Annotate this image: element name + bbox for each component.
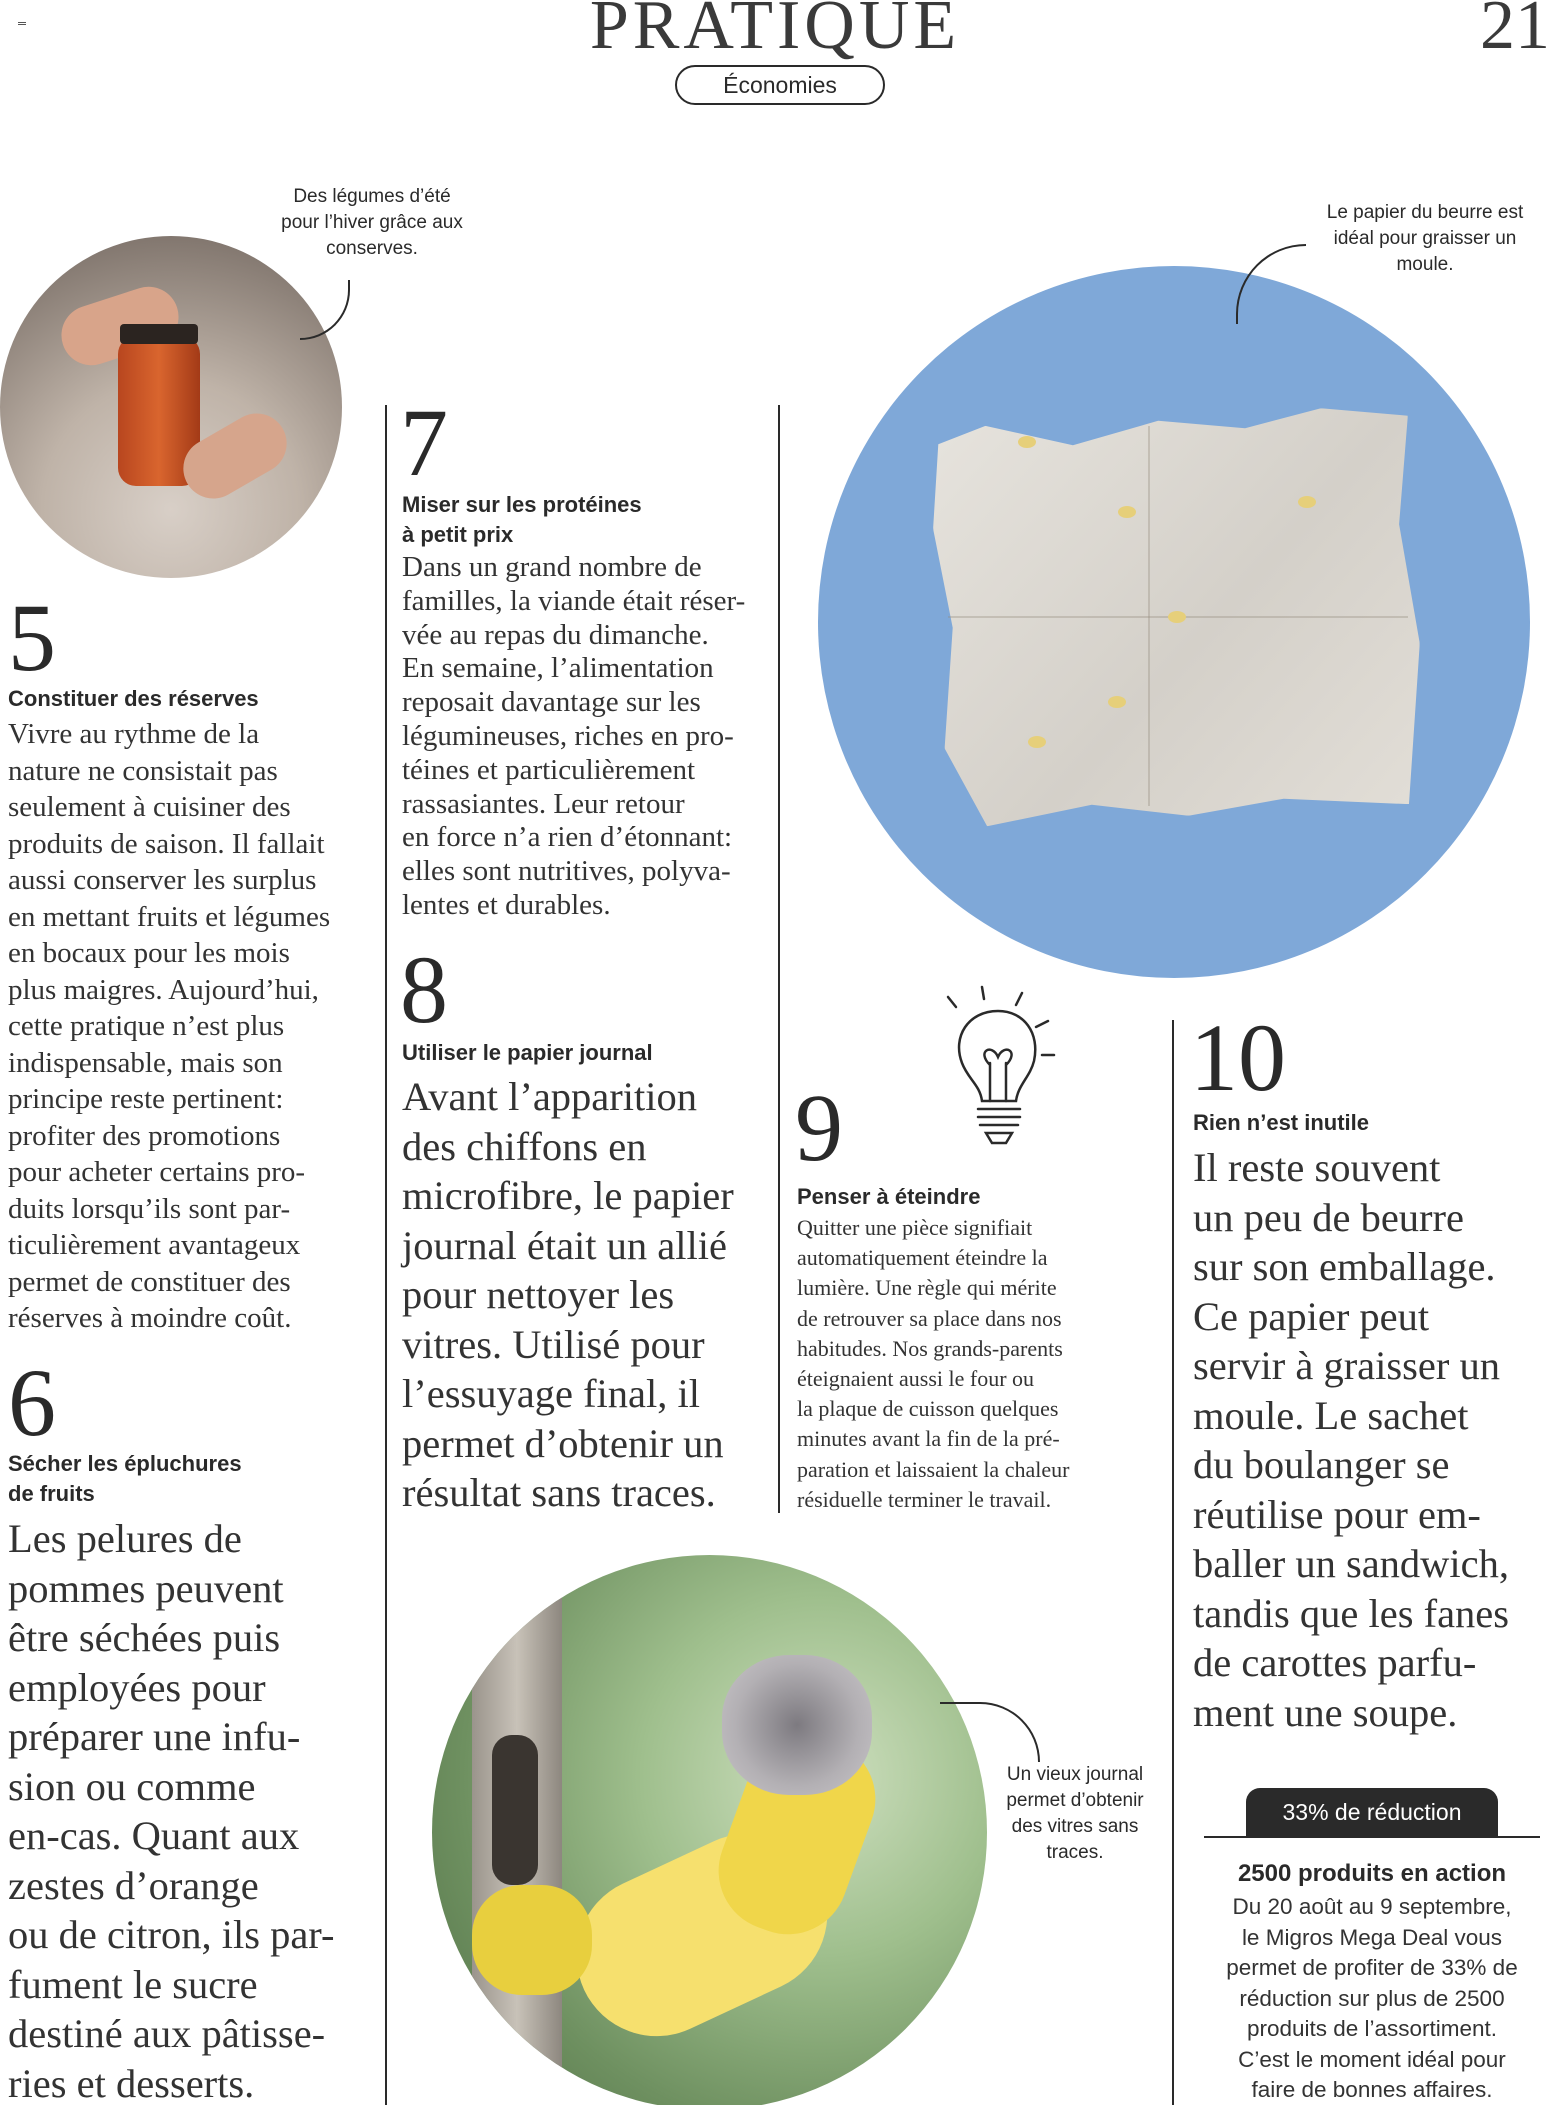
- caption-pointer: [300, 280, 350, 340]
- butter-paper-photo: [818, 266, 1530, 978]
- window-cleaning-photo: [432, 1555, 987, 2105]
- tip-body: Dans un grand nombre de familles, la viande était réser- vée au repas du dimanche. En semaine, l’alimentation reposait davantage sur les légumineuses, riches en pro- téines et particulièrement rassasiantes. Leur retour en force n’a rien d’étonnant: elles sont nutritives, polyva- lentes et durables.: [402, 551, 746, 921]
- tip-heading: Sécher les épluchures de fruits: [8, 1451, 242, 1506]
- promo-divider: [1204, 1836, 1540, 1838]
- butter-spot: [1168, 611, 1186, 623]
- jar-lid-shape: [120, 324, 198, 344]
- butter-spot: [1118, 506, 1136, 518]
- newspaper-wad-shape: [722, 1655, 872, 1795]
- tip-heading: Rien n’est inutile: [1193, 1110, 1370, 1135]
- tip-body: Il reste souvent un peu de beurre sur son emballage. Ce papier peut servir à graisser un moule. Le sachet du boulanger se réutilise pour em- baller un sandwich, tandis que les fanes de carottes parfu- ment une soupe.: [1193, 1145, 1510, 1735]
- glove-shape: [472, 1885, 592, 1995]
- butter-spot: [1028, 736, 1046, 748]
- butter-spot: [1018, 436, 1036, 448]
- tip-heading: Utiliser le papier journal: [402, 1040, 653, 1065]
- tip-number: 8: [400, 936, 448, 1043]
- page-number: 21: [1480, 0, 1550, 64]
- tip-heading: Miser sur les protéines à petit prix: [402, 492, 642, 547]
- tip-number: 9: [795, 1074, 843, 1181]
- promo-title: 2500 produits en action: [1237, 1860, 1507, 1887]
- tip-number: 7: [400, 389, 448, 496]
- caption-pointer: [1236, 244, 1306, 324]
- column-divider: [1172, 1020, 1174, 2105]
- caption-pointer: [940, 1702, 1040, 1762]
- page-title: PRATIQUE: [589, 0, 961, 64]
- tip-body: Vivre au rythme de la nature ne consistait pas seulement à cuisiner des produits de saison. Il fallait aussi conserver les surplus en mettant fruits et légumes en bocaux pour les mois plus maigres. Aujourd’hui, cette pratique n’est plus indispensable, mais son principe reste pertinent: profiter des promotions pour acheter certains pro- duits lorsqu’ils sont par- ticulièrement avantageux permet de constituer des réserves à moindre coût.: [8, 718, 331, 1334]
- light-bulb-icon: [930, 985, 1070, 1155]
- window-handle-shape: [492, 1735, 538, 1885]
- tip-heading: Penser à éteindre: [797, 1184, 981, 1209]
- section-badge: Économies: [675, 65, 885, 105]
- tip-number: 10: [1190, 1004, 1286, 1111]
- tip-number: 6: [8, 1349, 56, 1456]
- tip-body: Quitter une pièce signifiait automatiquement éteindre la lumière. Une règle qui mérite de retrouver sa place dans nos habitudes. Nos grands-parents éteignaient aussi le four ou la plaque de cuisson quelques minutes avant la fin de la pré- paration et laissaient la chaleur résiduelle terminer le travail.: [797, 1215, 1070, 1512]
- column-divider: [778, 405, 780, 1513]
- tip-number: 5: [8, 584, 56, 691]
- tip-body: Les pelures de pommes peuvent être séchées puis employées pour préparer une infu- sion ou comme en-cas. Quant aux zestes d’orange ou de citron, ils par- fument le sucre destiné aux pâtisse- ries et desserts.: [8, 1516, 335, 2105]
- column-divider: [385, 405, 387, 2105]
- tip-heading: Constituer des réserves: [8, 686, 259, 711]
- window-caption: Un vieux journal permet d’obtenir des vitres sans traces.: [1006, 1764, 1144, 1863]
- promo-badge: 33% de réduction: [1246, 1788, 1498, 1836]
- tip-body: Avant l’apparition des chiffons en microfibre, le papier journal était un allié pour nettoyer les vitres. Utilisé pour l’essuyage final, il permet d’obtenir un résultat sans traces.: [402, 1074, 734, 1515]
- butter-spot: [1108, 696, 1126, 708]
- butter-spot: [1298, 496, 1316, 508]
- butter-paper-caption: Le papier du beurre est idéal pour graisser un moule.: [1326, 202, 1524, 275]
- jar-photo: [0, 236, 342, 578]
- promo-body: Du 20 août au 9 septembre, le Migros Mega Deal vous permet de profiter de 33% de réduction sur plus de 2500 produits de l’assortiment. C’est le moment idéal pour faire de bonnes affaires.: [1226, 1894, 1518, 2102]
- jar-caption: Des légumes d’été pour l’hiver grâce aux conserves.: [281, 186, 463, 259]
